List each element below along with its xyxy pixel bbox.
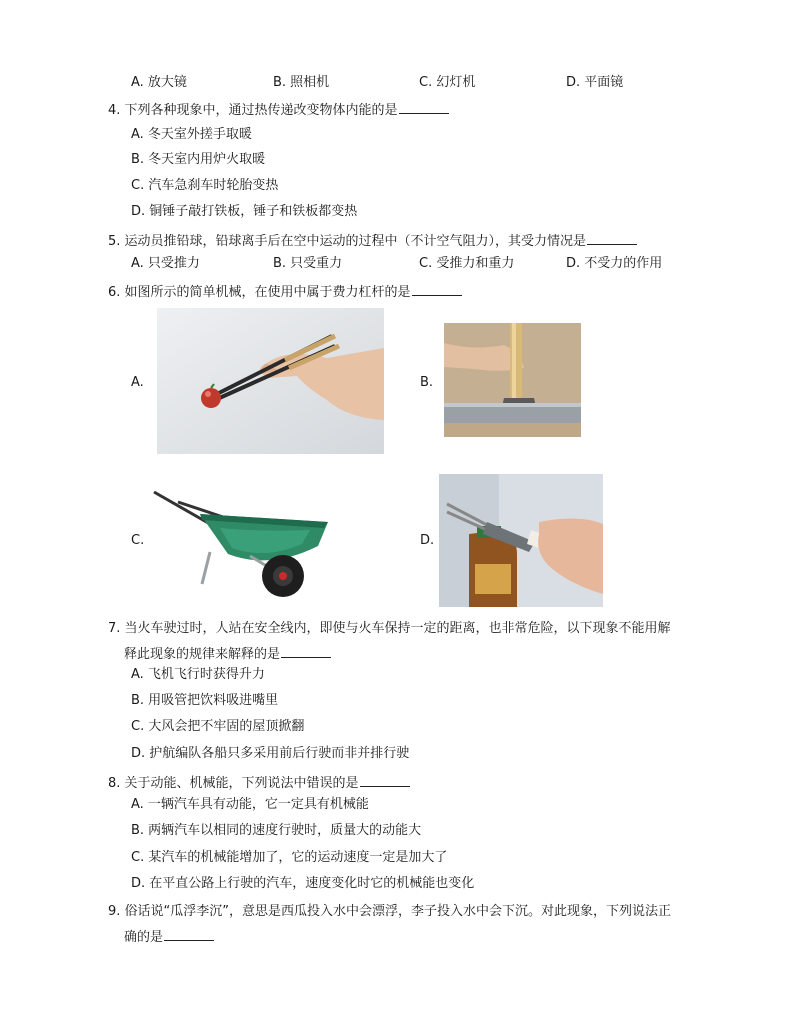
q6-stem: 6. 如图所示的简单机械，在使用中属于费力杠杆的是 [108, 283, 462, 302]
q6-option-d-label: D. [420, 533, 435, 548]
q8-option-b: B. 两辆汽车以相同的速度行驶时，质量大的动能大 [131, 823, 422, 838]
bottle-opener-photo [439, 474, 603, 607]
q5-option-d: D. 不受力的作用 [566, 256, 663, 271]
q8-option-c: C. 某汽车的机械能增加了，它的运动速度一定是加大了 [131, 850, 448, 865]
q6-option-b-label: B. [420, 375, 434, 390]
q7-option-a: A. 飞机飞行时获得升力 [131, 667, 265, 682]
q3-option-a: A. 放大镜 [131, 75, 187, 90]
q5-stem: 5. 运动员推铅球，铅球离手后在空中运动的过程中（不计空气阻力），其受力情况是 [108, 232, 637, 251]
q5-option-a: A. 只受推力 [131, 256, 200, 271]
q7-stem-line2: 释此现象的规律来解释的是 [124, 645, 331, 664]
q4-option-a: A. 冬天室外搓手取暖 [131, 127, 252, 142]
q3-option-d: D. 平面镜 [566, 75, 624, 90]
q8-option-d: D. 在平直公路上行驶的汽车，速度变化时它的机械能也变化 [131, 876, 475, 891]
q6-option-c-label: C. [131, 533, 145, 548]
answer-blank [281, 645, 331, 658]
answer-blank [164, 928, 214, 941]
chopsticks-photo [157, 308, 384, 454]
q3-option-c: C. 幻灯机 [419, 75, 476, 90]
q4-option-b: B. 冬天室内用炉火取暖 [131, 152, 266, 167]
q9-stem-line1: 9. 俗话说“瓜浮李沉”，意思是西瓜投入水中会漂浮，李子投入水中会下沉。对此现象，下列说法正 [108, 904, 672, 919]
q4-option-c: C. 汽车急刹车时轮胎变热 [131, 178, 279, 193]
q7-stem-line1: 7. 当火车驶过时，人站在安全线内，即使与火车保持一定的距离，也非常危险，以下现象不能用解 [108, 621, 671, 636]
q6-option-a-label: A. [131, 375, 144, 390]
q5-option-b: B. 只受重力 [273, 256, 343, 271]
answer-blank [412, 283, 462, 296]
q7-option-d: D. 护航编队各船只多采用前后行驶而非并排行驶 [131, 746, 410, 761]
answer-blank [360, 774, 410, 787]
q4-stem: 4. 下列各种现象中，通过热传递改变物体内能的是 [108, 101, 449, 120]
q7-option-b: B. 用吸管把饮料吸进嘴里 [131, 693, 279, 708]
answer-blank [587, 232, 637, 245]
hammer-photo [444, 323, 581, 437]
q8-option-a: A. 一辆汽车具有动能，它一定具有机械能 [131, 797, 369, 812]
q8-stem: 8. 关于动能、机械能，下列说法中错误的是 [108, 774, 410, 793]
answer-blank [399, 101, 449, 114]
q3-option-b: B. 照相机 [273, 75, 330, 90]
wheelbarrow-photo [150, 484, 350, 602]
q5-option-c: C. 受推力和重力 [419, 256, 515, 271]
q7-option-c: C. 大风会把不牢固的屋顶掀翻 [131, 719, 305, 734]
q9-stem-line2: 确的是 [124, 928, 214, 947]
q4-option-d: D. 铜锤子敲打铁板，锤子和铁板都变热 [131, 204, 358, 219]
